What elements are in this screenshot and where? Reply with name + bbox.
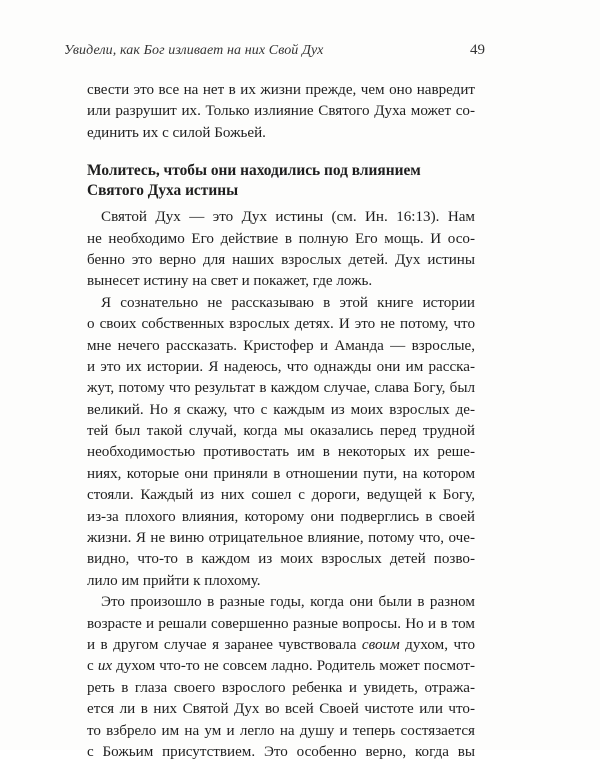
page-number: 49 <box>470 42 485 58</box>
text-line: лило им прийти к плохому. <box>87 572 261 589</box>
text-run: и в другом случае я заранее чувствовала <box>87 636 362 653</box>
text-line: стояли. Каждый из них сошел с дороги, ведущей к Богу, <box>87 487 475 504</box>
text-line: видно, что-то в каждом из моих взрослых детей позво- <box>87 551 475 568</box>
text-line: то взбрело им на ум и легло на душу и теперь состязается <box>87 722 475 739</box>
heading-line: Молитесь, чтобы они находились под влиянием <box>87 162 421 180</box>
emphasis: своим <box>361 636 400 653</box>
text-line: возрасте и решали совершенно разные вопросы. Но и в том <box>87 615 475 632</box>
text-line <box>87 635 475 656</box>
text-line: Я сознательно не рассказываю в этой книге истории <box>101 294 475 311</box>
text-run: духом, что <box>399 636 475 653</box>
text-line: необходимостью противостать им в некоторых их реше- <box>87 444 475 461</box>
text-run: духом что-то не совсем ладно. Родитель может посмот- <box>112 658 475 675</box>
text-line: свести это все на нет в их жизни прежде, чем оно навредит <box>87 82 475 98</box>
text-line: Это произошло в разные годы, когда они были в разном <box>101 594 475 611</box>
text-line: жут, потому что результат в каждом случае, слава Богу, был <box>87 380 475 397</box>
text-line: мне нечего рассказать. Кристофер и Аманда — взрослые, <box>87 337 475 354</box>
text-line: вынесет истину на свет и покажет, где ложь. <box>87 273 373 290</box>
paragraph-1 <box>87 80 475 144</box>
text-line: и это их истории. Я надеюсь, что однажды они им расска- <box>87 358 475 375</box>
text-line: великий. Но я скажу, что с каждым из моих взрослых де- <box>87 401 475 418</box>
body-text <box>87 80 475 763</box>
text-line: тей был такой случай, когда мы оказались перед трудной <box>87 423 475 440</box>
text-run: с <box>87 658 98 675</box>
running-head: Увидели, как Бог изливает на них Свой Дух <box>64 43 324 58</box>
heading-line: Святого Духа истины <box>87 182 239 200</box>
text-line: единить их с силой Божьей. <box>87 124 266 141</box>
emphasis: их <box>97 658 113 675</box>
text-line: бенно это верно для наших взрослых детей. Дух истины <box>87 251 475 268</box>
text-line: ниях, которые они приняли в отношении пути, на котором <box>87 465 475 482</box>
text-line: ется ли в них Святой Дух во всей Своей чистоте или что- <box>87 701 475 718</box>
text-line: жизни. Я не виню отрицательное влияние, потому что, оче- <box>87 530 475 547</box>
text-line: о своих собственных взрослых детях. И это не потому, что <box>87 316 475 333</box>
text-line: с Божьим присутствием. Это особенно верно, когда вы <box>87 743 475 760</box>
text-line: не необходимо Его действие в полную Его мощь. И осо- <box>87 230 475 247</box>
paragraph-4 <box>87 592 475 763</box>
text-line: реть в глаза своего взрослого ребенка и увидеть, отража- <box>87 679 475 696</box>
text-line: из-за плохого влияния, которому они подверглись в своей <box>87 508 475 525</box>
text-line: Святой Дух — это Дух истины (см. Ин. 16:13). Нам <box>101 209 475 226</box>
text-line: или разрушит их. Только излияние Святого Духа может со- <box>87 103 475 120</box>
paragraph-3 <box>87 293 475 592</box>
text-line <box>87 656 475 677</box>
section-heading <box>87 161 475 201</box>
paragraph-2 <box>87 207 475 293</box>
